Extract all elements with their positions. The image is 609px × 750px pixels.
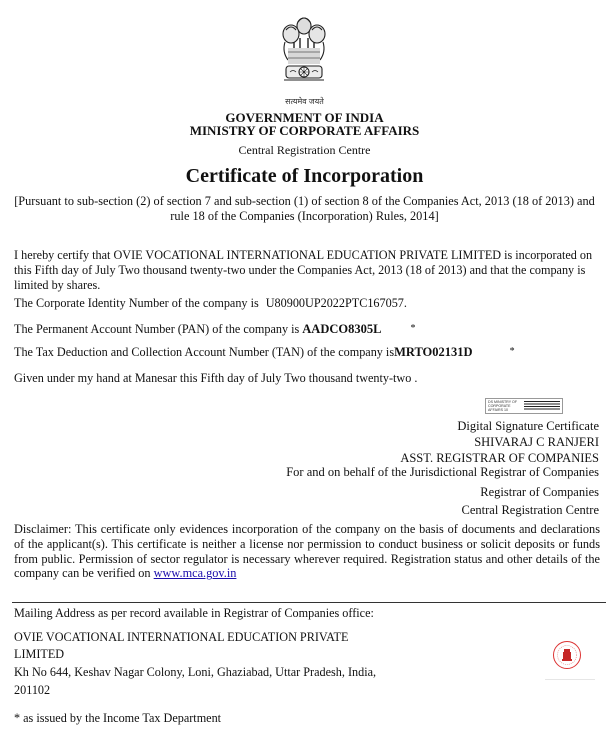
registration-centre-line: Central Registration Centre <box>461 503 599 517</box>
mailing-address-label: Mailing Address as per record available in Registrar of Companies office: <box>14 606 374 620</box>
mailing-company-name-line1: OVIE VOCATIONAL INTERNATIONAL EDUCATION PRIVATE <box>14 630 349 644</box>
state-emblem-icon <box>276 12 332 96</box>
mailing-address: Kh No 644, Keshav Nagar Colony, Loni, Ghaziabad, Uttar Pradesh, India, <box>14 665 377 679</box>
dsc-label: Digital Signature Certificate <box>457 419 599 433</box>
pursuant-clause: [Pursuant to sub-section (2) of section 7 and sub-section (1) of section 8 of the Companies Act, 2013 (18 of 2013) and rule 18 of the Companies (Incorporation) Rules, 2014] <box>14 194 595 223</box>
mailing-pincode: 201102 <box>14 683 51 697</box>
tan-asterisk: * <box>509 346 515 357</box>
centre-subheading: Central Registration Centre <box>238 143 371 157</box>
signature-stamp-lines <box>524 401 560 411</box>
tan-value: MRTO02131D <box>394 345 473 359</box>
certify-suffix: is incorporated on this Fifth day of July Two thousand twenty-two under the Companies Act, 2013 (18 of 2013) and that the company is limited by shares. <box>14 248 593 292</box>
page-title: Certificate of Incorporation <box>185 165 424 187</box>
disclaimer-text: Disclaimer: This certificate only evidences incorporation of the company on the basis of documents and declarations of the applicant(s). This certificate is neither a license nor permission to conduct business or solicit deposits or funds from public. Permission of sector regulator is necessary wherever required. Registration status and other details of the company can be verified on <box>14 522 600 581</box>
company-name: OVIE VOCATIONAL INTERNATIONAL EDUCATION PRIVATE LIMITED <box>113 248 502 262</box>
pan-label: The Permanent Account Number (PAN) of the company is <box>14 322 300 336</box>
pan-value: AADCO8305L <box>302 322 382 336</box>
disclaimer <box>14 522 600 581</box>
pan-line <box>14 321 602 337</box>
mailing-company-name-line2: LIMITED <box>14 647 65 661</box>
mca-link[interactable]: www.mca.gov.in <box>153 566 237 581</box>
digital-signature-stamp <box>485 398 563 414</box>
cin-value: U80900UP2022PTC167057. <box>265 296 407 310</box>
tan-line <box>14 344 602 360</box>
certify-prefix: I hereby certify that <box>14 248 114 262</box>
on-behalf-line: For and on behalf of the Jurisdictional Registrar of Companies <box>286 465 599 479</box>
certification-paragraph <box>14 248 602 293</box>
ministry-heading: MINISTRY OF CORPORATE AFFAIRS <box>189 123 420 138</box>
seal-underline <box>545 679 595 680</box>
signatory-designation: ASST. REGISTRAR OF COMPANIES <box>400 451 599 465</box>
tan-label: The Tax Deduction and Collection Account Number (TAN) of the company is <box>14 345 395 359</box>
section-divider <box>12 602 606 603</box>
signature-stamp-text: DS MINISTRY OF CORPORATE AFFAIRS 10 <box>488 400 518 412</box>
registrar-line: Registrar of Companies <box>480 485 599 499</box>
cin-line <box>14 296 602 311</box>
government-heading: GOVERNMENT OF INDIA <box>225 110 384 125</box>
given-under-hand: Given under my hand at Manesar this Fifth day of July Two thousand twenty-two . <box>14 371 418 385</box>
signatory-name: SHIVARAJ C RANJERI <box>474 435 599 449</box>
national-motto: सत्यमेव जयते <box>285 97 324 106</box>
pan-asterisk: * <box>410 323 416 334</box>
footnote: * as issued by the Income Tax Department <box>14 711 222 725</box>
cin-label: The Corporate Identity Number of the company is <box>14 296 259 310</box>
mca-seal-icon <box>552 640 582 670</box>
